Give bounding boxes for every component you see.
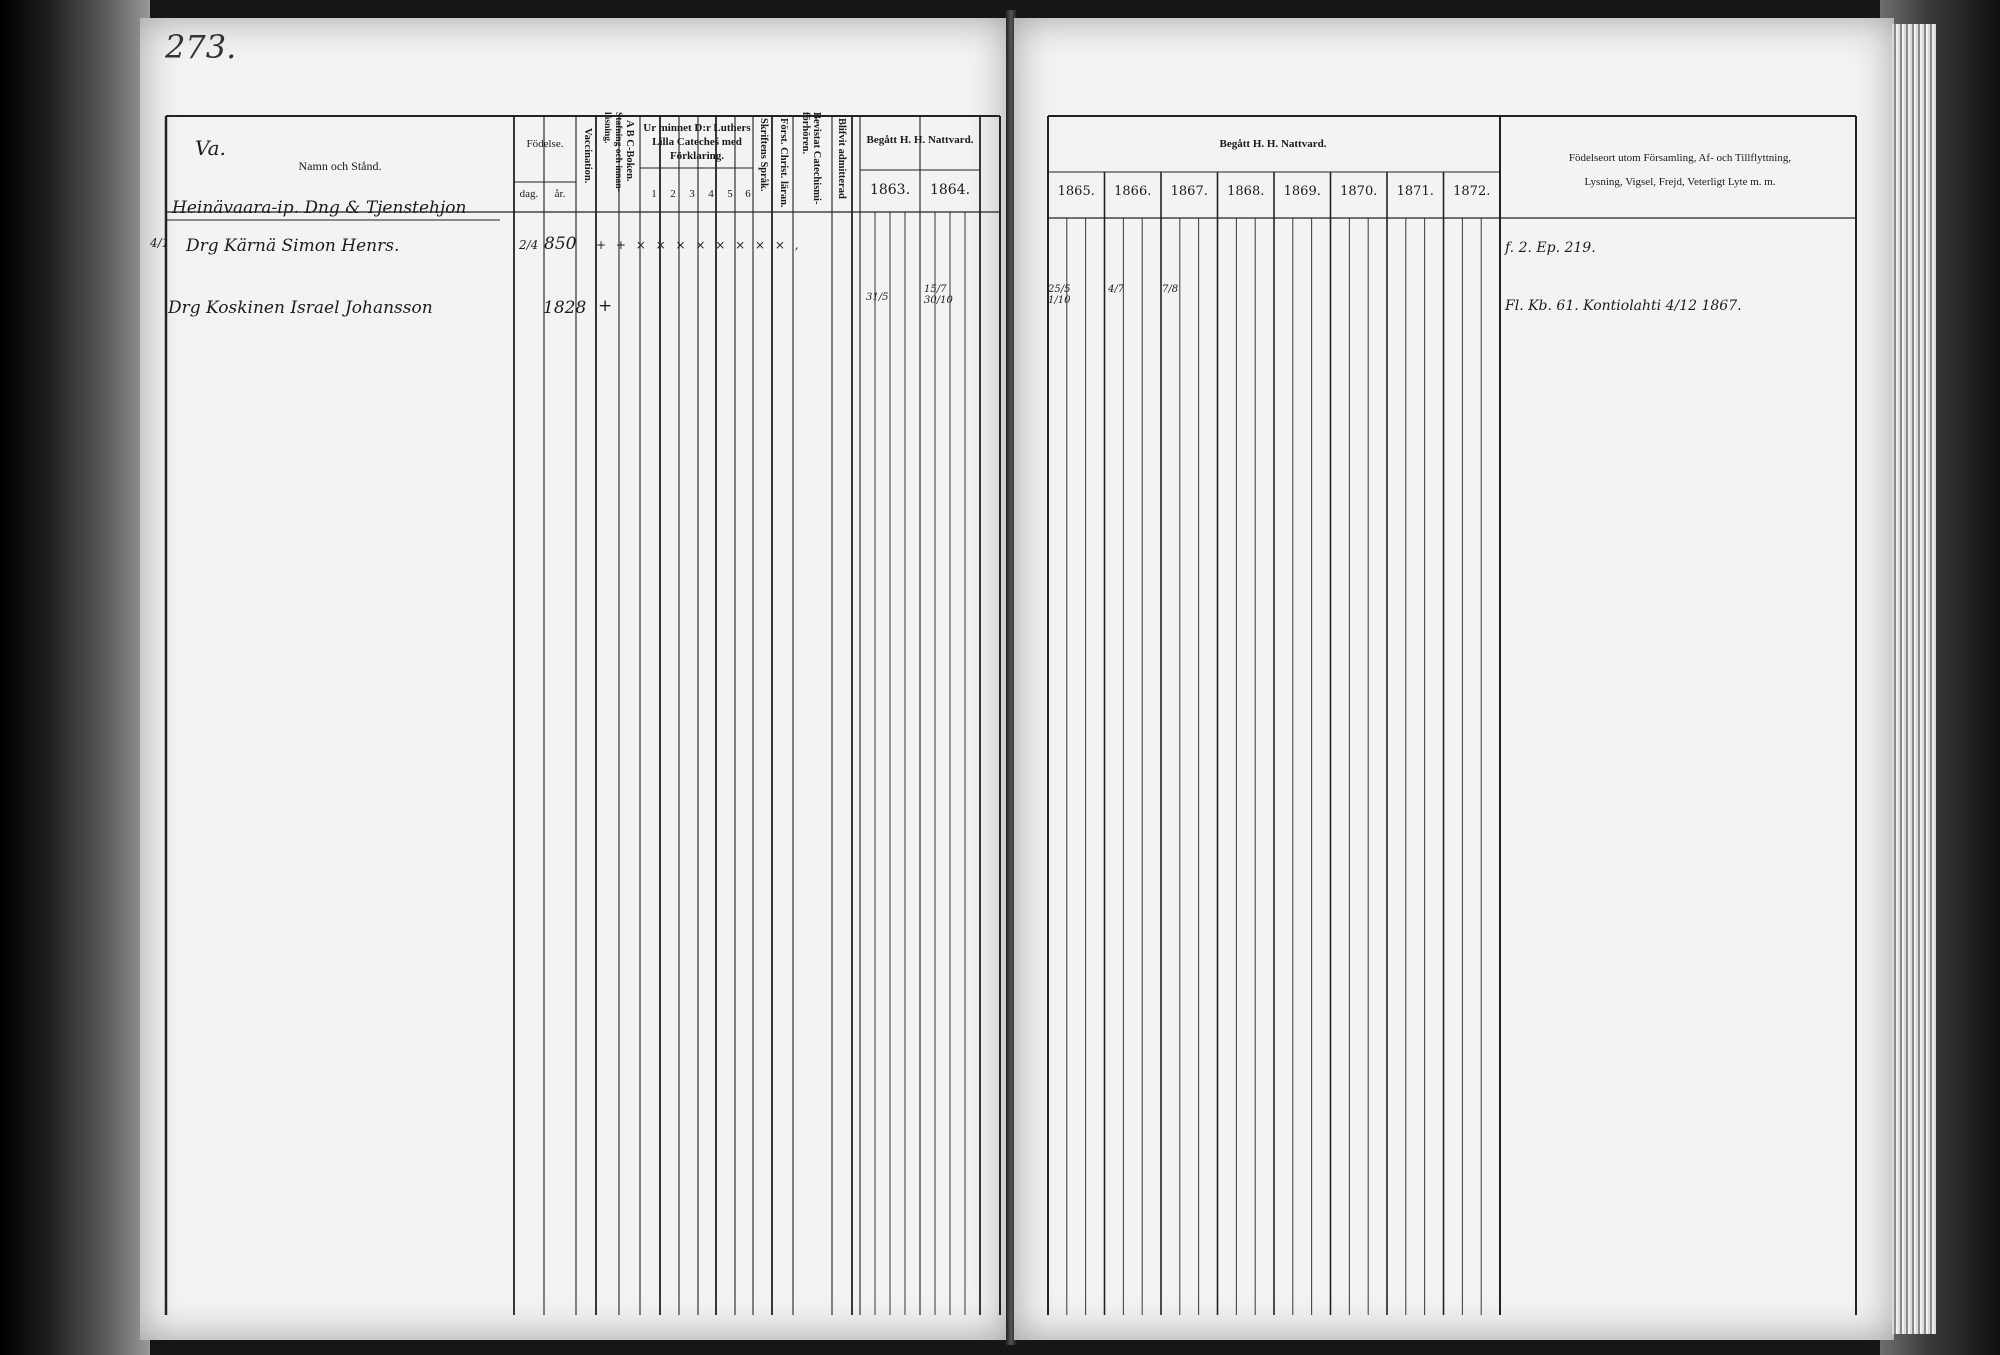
header-remarks-2: Lysning, Vigsel, Frejd, Veterligt Lyte m. m. [1584,176,1776,188]
row2-vaccination: + [598,296,613,316]
row1-birth-day: 2/4 [519,238,539,252]
row2-communion-1866: 4/7 [1108,284,1125,295]
header-catechism-part-1: 1 [651,188,657,200]
row2-remark: Fl. Kb. 61. Kontiolahti 4/12 1867. [1505,298,1742,314]
header-catechism-exams: Bevistat Catechismi-förhören. [800,112,822,205]
header-year-1866: 1866. [1114,184,1152,199]
header-year-1870: 1870. [1340,184,1378,199]
page-number: 273. [165,28,237,66]
header-luther-1: Ur minnet D:r Luthers [643,122,751,134]
row2-communion-1867: 7/8 [1162,284,1179,295]
row1-progress-marks: + + × × × × × × × × , [596,238,802,252]
header-remarks-1: Födelseort utom Församling, Af- och Tillflyttning, [1568,152,1792,164]
header-year-1869: 1869. [1283,184,1321,199]
row1-birth-year: 850 [544,234,577,254]
row1-name: Drg Kärnä Simon Henrs. [186,236,400,256]
header-luther-3: Förklaring. [669,150,725,162]
header-birth-year: år. [554,188,566,200]
row2-communion-1865: 25/5 1/10 [1048,284,1071,306]
header-catechism-part-4: 4 [708,188,714,200]
header-skrift: Skriftens Språk. [758,118,769,192]
header-abc-book: A B C-Boken. [624,120,635,182]
header-birth-day: dag. [519,188,539,200]
row1-remark: f. 2. Ep. 219. [1505,240,1596,256]
header-birth: Födelse. [526,138,564,150]
header-year-1872: 1872. [1453,184,1491,199]
header-luther-2: Lilla Catecheś med [652,136,742,148]
header-communion-right: Begått H. H. Nattvard. [1219,138,1327,150]
header-catechism-part-2: 2 [670,188,676,200]
row2-communion-1864: 15/7 30/10 [924,284,953,306]
header-catechism-part-5: 5 [727,188,733,200]
header-christ-lara: Först. Christ. läran. [778,118,789,208]
header-catechism-part-6: 6 [745,188,751,200]
household-heading: Heinävaara-ip. Dng & Tjenstehjon [172,198,467,218]
header-year-1871: 1871. [1396,184,1434,199]
row2-birth-year: 1828 [543,298,587,318]
header-year-1864: 1864. [929,182,971,198]
header-vaccination: Vaccination. [582,128,593,184]
header-year-1865: 1865. [1057,184,1095,199]
corner-mark: Va. [195,136,226,160]
header-year-1867: 1867. [1170,184,1208,199]
header-year-1868: 1868. [1227,184,1265,199]
header-admitted: Blifvit admitterad [836,118,847,199]
header-reading: Stafning och innan-läsning. [602,112,623,192]
row2-name: Drg Koskinen Israel Johansson [168,298,433,318]
header-year-1863: 1863. [869,182,911,198]
header-communion-left: Begått H. H. Nattvard. [866,134,974,146]
row1-margin-note: 4/1 [150,236,170,250]
row2-communion-1863: 31/5 [866,292,889,303]
header-name-and-status: Namn och Stånd. [298,159,382,173]
header-catechism-part-3: 3 [689,188,695,200]
